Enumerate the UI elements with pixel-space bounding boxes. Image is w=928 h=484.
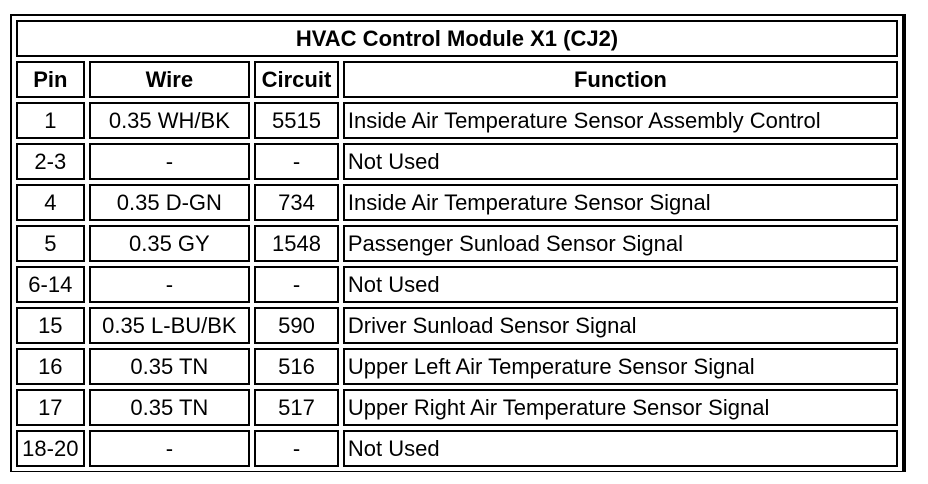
function-cell: Inside Air Temperature Sensor Signal bbox=[343, 184, 898, 221]
column-header-circuit: Circuit bbox=[254, 61, 339, 98]
table-row bbox=[16, 266, 898, 303]
circuit-cell: 516 bbox=[254, 348, 339, 385]
table-row bbox=[16, 143, 898, 180]
function-cell: Not Used bbox=[343, 430, 898, 467]
table-row bbox=[16, 389, 898, 426]
table-title-row bbox=[16, 20, 898, 57]
connector-table-frame bbox=[10, 14, 906, 472]
wire-cell: 0.35 TN bbox=[89, 348, 250, 385]
function-cell: Passenger Sunload Sensor Signal bbox=[343, 225, 898, 262]
pin-cell: 16 bbox=[16, 348, 85, 385]
column-header-wire: Wire bbox=[89, 61, 250, 98]
table-row bbox=[16, 348, 898, 385]
table-title: HVAC Control Module X1 (CJ2) bbox=[16, 20, 898, 57]
table-row bbox=[16, 225, 898, 262]
circuit-cell: 590 bbox=[254, 307, 339, 344]
wire-cell: - bbox=[89, 143, 250, 180]
wire-cell: 0.35 WH/BK bbox=[89, 102, 250, 139]
pin-cell: 15 bbox=[16, 307, 85, 344]
circuit-cell: - bbox=[254, 266, 339, 303]
pin-cell: 17 bbox=[16, 389, 85, 426]
wire-cell: 0.35 GY bbox=[89, 225, 250, 262]
wire-cell: - bbox=[89, 266, 250, 303]
wire-cell: 0.35 D-GN bbox=[89, 184, 250, 221]
function-cell: Upper Left Air Temperature Sensor Signal bbox=[343, 348, 898, 385]
function-cell: Driver Sunload Sensor Signal bbox=[343, 307, 898, 344]
circuit-cell: 517 bbox=[254, 389, 339, 426]
wire-cell: - bbox=[89, 430, 250, 467]
pin-cell: 1 bbox=[16, 102, 85, 139]
circuit-cell: 734 bbox=[254, 184, 339, 221]
circuit-cell: - bbox=[254, 430, 339, 467]
function-cell: Not Used bbox=[343, 143, 898, 180]
table-row bbox=[16, 307, 898, 344]
table-row bbox=[16, 184, 898, 221]
wire-cell: 0.35 L-BU/BK bbox=[89, 307, 250, 344]
function-cell: Inside Air Temperature Sensor Assembly Control bbox=[343, 102, 898, 139]
function-cell: Upper Right Air Temperature Sensor Signal bbox=[343, 389, 898, 426]
function-cell: Not Used bbox=[343, 266, 898, 303]
pin-cell: 6-14 bbox=[16, 266, 85, 303]
pin-cell: 2-3 bbox=[16, 143, 85, 180]
table-header-row bbox=[16, 61, 898, 98]
pin-cell: 18-20 bbox=[16, 430, 85, 467]
circuit-cell: 1548 bbox=[254, 225, 339, 262]
circuit-cell: - bbox=[254, 143, 339, 180]
connector-pinout-table bbox=[12, 16, 902, 471]
table-row bbox=[16, 430, 898, 467]
circuit-cell: 5515 bbox=[254, 102, 339, 139]
table-row bbox=[16, 102, 898, 139]
column-header-function: Function bbox=[343, 61, 898, 98]
pin-cell: 4 bbox=[16, 184, 85, 221]
wire-cell: 0.35 TN bbox=[89, 389, 250, 426]
pin-cell: 5 bbox=[16, 225, 85, 262]
column-header-pin: Pin bbox=[16, 61, 85, 98]
